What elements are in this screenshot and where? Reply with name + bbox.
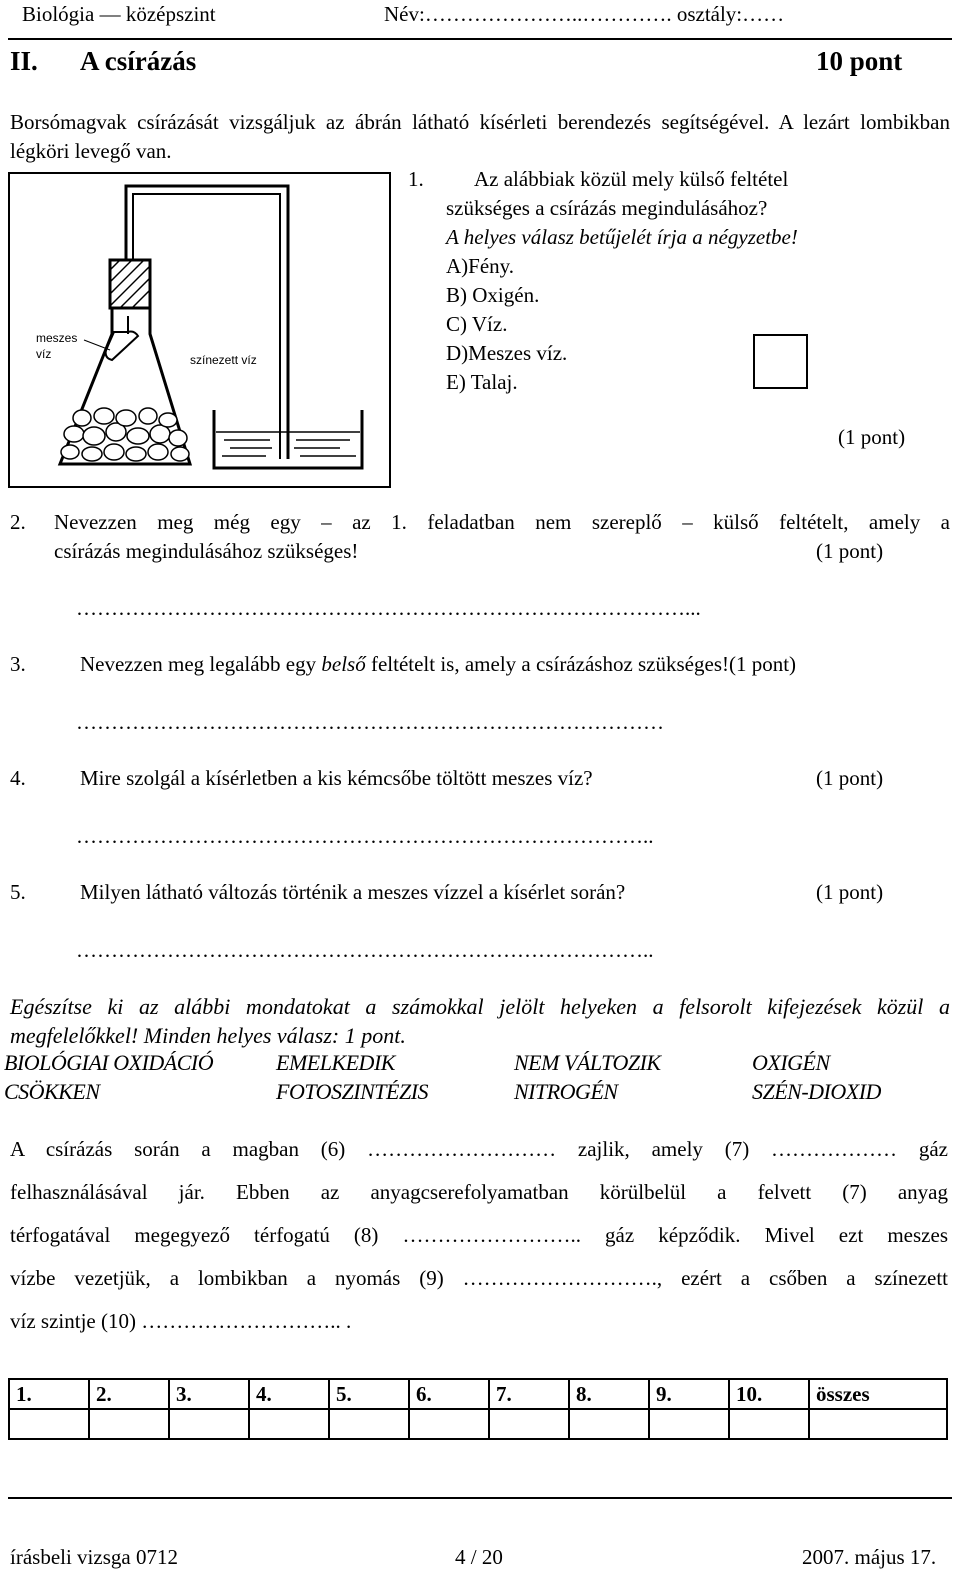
- term-item: OXIGÉN: [752, 1050, 830, 1075]
- score-cell[interactable]: [729, 1409, 809, 1439]
- question-3: [10, 650, 950, 679]
- q5-points: (1 pont): [816, 880, 884, 904]
- score-header-cell: 2.: [89, 1379, 169, 1409]
- score-header-cell: 9.: [649, 1379, 729, 1409]
- score-header-cell: 1.: [9, 1379, 89, 1409]
- footer-divider: [8, 1497, 952, 1499]
- term-item: NITROGÉN: [514, 1079, 618, 1104]
- page-header: [0, 0, 960, 40]
- fill-in-paragraph: [10, 1128, 948, 1343]
- fill-line-3: térfogatával megegyező térfogatú (8) …………………….. gáz képződik. Mivel ezt meszes: [10, 1223, 948, 1247]
- q5-answer-line[interactable]: ………………………………………………………………………..: [76, 938, 654, 962]
- label-colored-water: színezett víz: [190, 353, 257, 367]
- q2-text-line1: Nevezzen meg még egy – az 1. feladatban nem szereplő – külső feltételt, amely a: [54, 510, 950, 534]
- footer-date: 2007. május 17.: [802, 1545, 937, 1569]
- term-item: SZÉN-DIOXID: [752, 1079, 881, 1104]
- q3-text-after: feltételt is, amely a csírázáshoz szükséges!(1 pont): [365, 652, 797, 676]
- q1-line1: Az alábbiak közül mely külső feltétel: [474, 167, 789, 191]
- score-header-cell: 4.: [249, 1379, 329, 1409]
- experiment-figure: [8, 172, 391, 488]
- score-header-cell: 6.: [409, 1379, 489, 1409]
- footer-exam-code: írásbeli vizsga 0712: [10, 1545, 178, 1569]
- flask-apparatus-illustration: [10, 174, 389, 486]
- q5-text: Milyen látható változás történik a meszes vízzel a kísérlet során?: [80, 880, 626, 904]
- score-cell[interactable]: [809, 1409, 947, 1439]
- score-table: [8, 1378, 948, 1440]
- score-cell[interactable]: [569, 1409, 649, 1439]
- term-item: FOTOSZINTÉZIS: [276, 1079, 429, 1104]
- q1-line2: szükséges a csírázás megindulásához?: [446, 196, 768, 220]
- q3-text-italic: belső: [321, 652, 366, 676]
- term-item: NEM VÁLTOZIK: [514, 1050, 661, 1075]
- q1-number: 1.: [408, 167, 424, 191]
- question-5: [10, 878, 950, 907]
- score-cell[interactable]: [649, 1409, 729, 1439]
- score-header-row: [9, 1379, 947, 1409]
- term-item: BIOLÓGIAI OXIDÁCIÓ: [4, 1050, 214, 1075]
- score-cell[interactable]: [249, 1409, 329, 1439]
- section-points: 10 pont: [816, 46, 903, 76]
- question-2: [10, 508, 950, 566]
- fill-in-instruction: Egészítse ki az alábbi mondatokat a számokkal jelölt helyeken a felsorolt kifejezések közül a megfelelőkkel! Minden helyes válasz: 1 pont.: [10, 994, 950, 1048]
- score-header-cell: 5.: [329, 1379, 409, 1409]
- term-list: [4, 1050, 948, 1110]
- score-header-cell: 8.: [569, 1379, 649, 1409]
- q4-text: Mire szolgál a kísérletben a kis kémcsőbe töltött meszes víz?: [80, 766, 593, 790]
- q4-number: 4.: [10, 766, 26, 790]
- q2-points: (1 pont): [816, 539, 884, 563]
- score-cell[interactable]: [9, 1409, 89, 1439]
- score-header-cell: 3.: [169, 1379, 249, 1409]
- header-name-class: Név:…………………..…………. osztály:……: [384, 2, 785, 26]
- footer-page-number: 4 / 20: [455, 1545, 503, 1569]
- term-item: EMELKEDIK: [276, 1050, 395, 1075]
- q1-option-a: A)Fény.: [446, 254, 515, 278]
- score-cell[interactable]: [169, 1409, 249, 1439]
- q1-instruction: A helyes válasz betűjelét írja a négyzetbe!: [446, 225, 798, 249]
- score-cell[interactable]: [329, 1409, 409, 1439]
- section-number: II.: [10, 46, 38, 76]
- section-title: [10, 46, 903, 77]
- q5-number: 5.: [10, 880, 26, 904]
- q4-points: (1 pont): [816, 766, 884, 790]
- q2-number: 2.: [10, 510, 26, 534]
- q2-answer-line[interactable]: ……………………………………………………………………………...: [76, 596, 701, 620]
- q1-answer-box[interactable]: [753, 334, 808, 389]
- fill-line-2: felhasználásával jár. Ebben az anyagcserefolyamatban körülbelül a felvett (7) anyag: [10, 1180, 948, 1204]
- q1-option-e: E) Talaj.: [446, 370, 518, 394]
- q1-option-c: C) Víz.: [446, 312, 508, 336]
- header-subject: Biológia — középszint: [22, 2, 216, 26]
- q3-number: 3.: [10, 652, 26, 676]
- label-lime-water-2: víz: [36, 347, 52, 361]
- score-cell[interactable]: [409, 1409, 489, 1439]
- section-name: A csírázás: [80, 46, 197, 76]
- term-item: CSÖKKEN: [4, 1079, 100, 1104]
- fill-line-4: vízbe vezetjük, a lombikban a nyomás (9) ………………………., ezért a csőben a színezett: [10, 1266, 948, 1290]
- score-header-cell: 7.: [489, 1379, 569, 1409]
- score-value-row: [9, 1409, 947, 1439]
- header-divider: [8, 38, 952, 40]
- q3-answer-line[interactable]: …………………………………………………………………………: [76, 710, 664, 734]
- score-header-cell: összes: [809, 1379, 947, 1409]
- q1-option-d: D)Meszes víz.: [446, 341, 568, 365]
- fill-line-5: víz szintje (10) ……………………….. .: [10, 1309, 352, 1333]
- score-header-cell: 10.: [729, 1379, 809, 1409]
- intro-paragraph: Borsómagvak csírázását vizsgáljuk az ábrán látható kísérleti berendezés segítségével. A lezárt lombikban légköri levegő van.: [10, 110, 950, 163]
- q3-text-before: Nevezzen meg legalább egy: [80, 652, 322, 676]
- score-cell[interactable]: [89, 1409, 169, 1439]
- q4-answer-line[interactable]: ………………………………………………………………………..: [76, 824, 654, 848]
- q2-text-line2: csírázás megindulásához szükséges!: [54, 539, 359, 563]
- label-lime-water-1: meszes: [36, 331, 78, 345]
- fill-line-1: A csírázás során a magban (6) ……………………… zajlik, amely (7) ……………… gáz: [10, 1137, 948, 1161]
- q1-points: (1 pont): [838, 425, 906, 449]
- q1-option-b: B) Oxigén.: [446, 283, 540, 307]
- score-cell[interactable]: [489, 1409, 569, 1439]
- question-4: [10, 764, 950, 793]
